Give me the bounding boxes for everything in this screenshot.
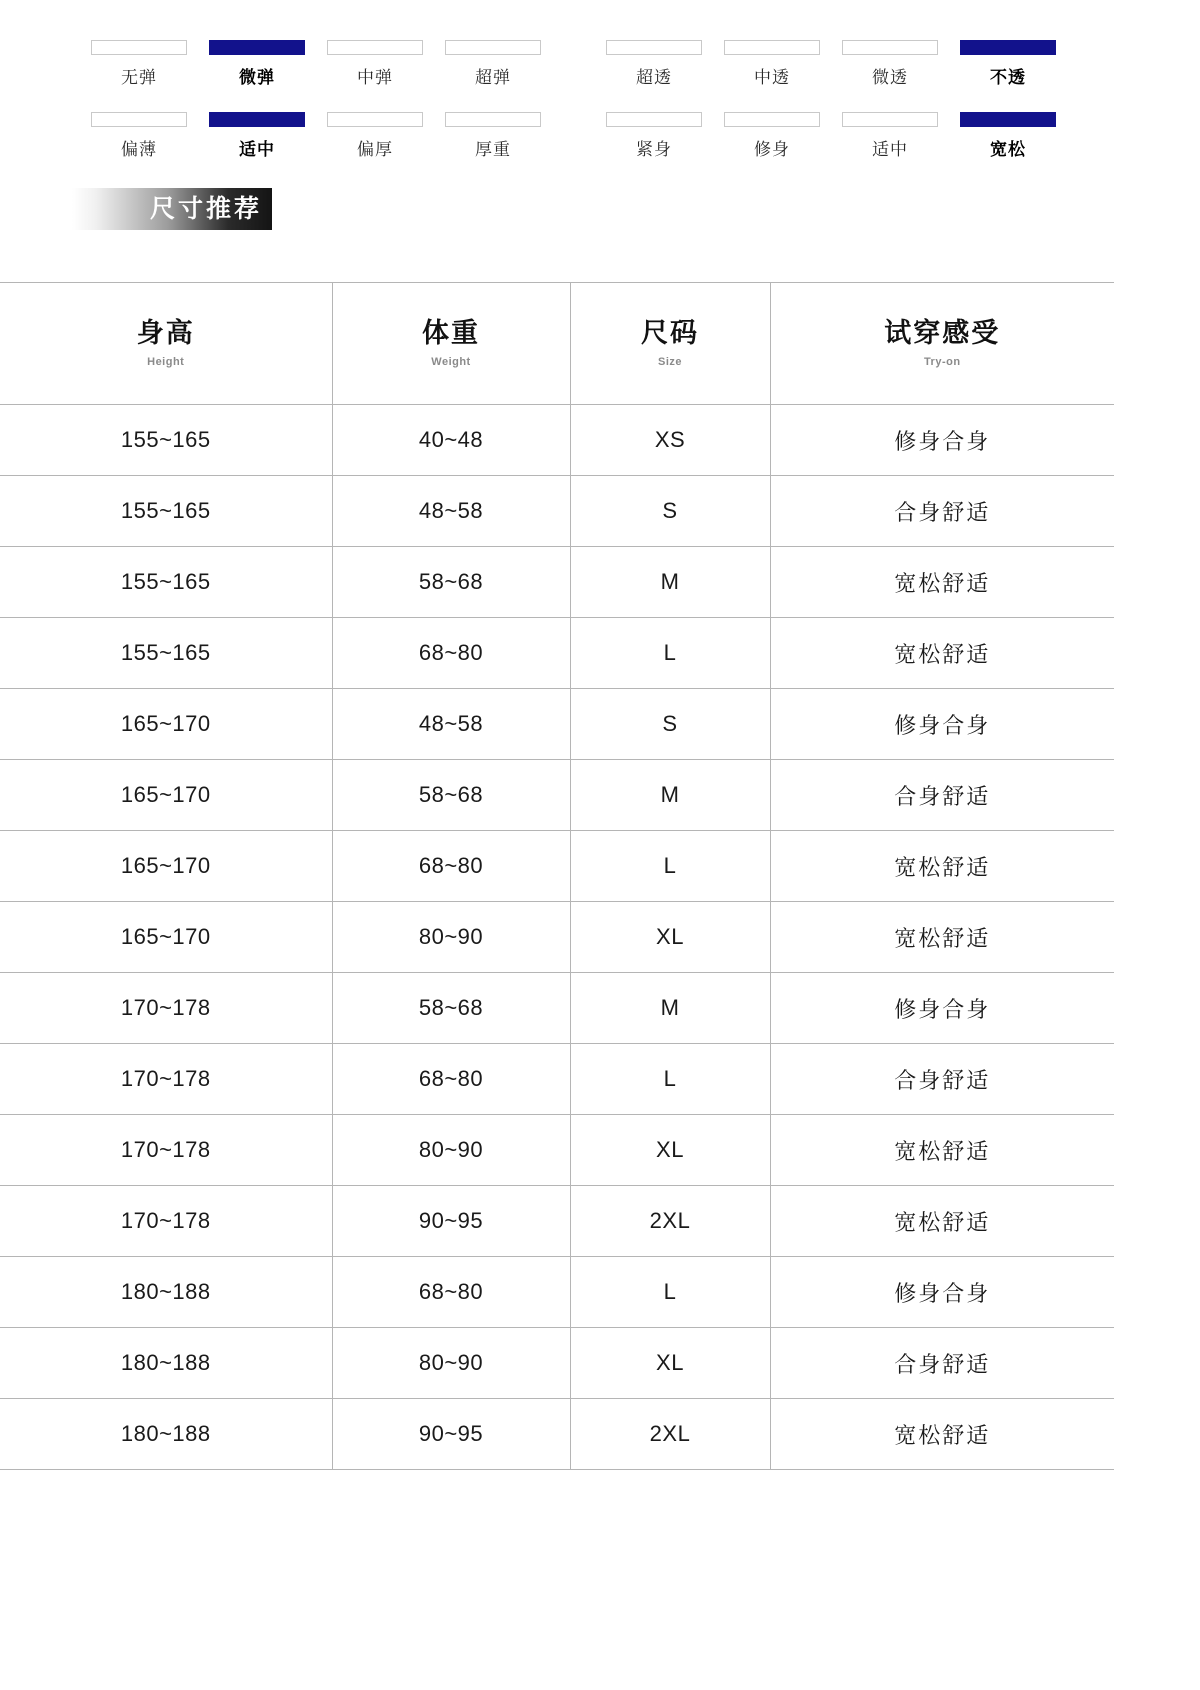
attribute-bar-icon <box>960 112 1056 127</box>
cell-height: 155~165 <box>0 618 332 689</box>
column-header-tryon <box>770 283 1114 405</box>
cell-feel: 合身舒适 <box>770 1328 1114 1399</box>
attribute-bar-icon <box>445 40 541 55</box>
table-row <box>0 618 1114 689</box>
attribute-label: 紧身 <box>636 140 672 159</box>
cell-size: M <box>570 547 770 618</box>
cell-height: 165~170 <box>0 689 332 760</box>
cell-height: 155~165 <box>0 405 332 476</box>
attribute-group-elasticity <box>80 40 580 86</box>
table-row <box>0 1115 1114 1186</box>
cell-feel: 宽松舒适 <box>770 1399 1114 1470</box>
table-row <box>0 1257 1114 1328</box>
attribute-option-thickness-2 <box>316 112 434 158</box>
attribute-bar-icon <box>842 112 938 127</box>
attribute-bar-icon <box>209 112 305 127</box>
attribute-label: 超透 <box>636 68 672 87</box>
attribute-bar-icon <box>724 112 820 127</box>
attribute-option-transparency-2 <box>831 40 949 86</box>
attribute-group-fit <box>595 112 1095 158</box>
table-row <box>0 405 1114 476</box>
column-header-cn: 试穿感受 <box>884 317 1001 348</box>
cell-weight: 90~95 <box>332 1186 570 1257</box>
table-header-row <box>0 283 1114 405</box>
cell-feel: 宽松舒适 <box>770 831 1114 902</box>
cell-size: L <box>570 618 770 689</box>
attribute-option-thickness-3 <box>434 112 552 158</box>
cell-weight: 80~90 <box>332 1115 570 1186</box>
table-row <box>0 476 1114 547</box>
attribute-bar-icon <box>91 40 187 55</box>
cell-feel: 宽松舒适 <box>770 618 1114 689</box>
cell-height: 180~188 <box>0 1328 332 1399</box>
column-header-cn: 体重 <box>422 317 480 348</box>
attribute-option-transparency-0 <box>595 40 713 86</box>
attribute-option-fit-3 <box>949 112 1067 158</box>
attribute-option-thickness-0 <box>80 112 198 158</box>
cell-size: S <box>570 689 770 760</box>
cell-height: 180~188 <box>0 1257 332 1328</box>
column-header-weight <box>332 283 570 405</box>
attribute-label: 中透 <box>754 68 790 87</box>
cell-feel: 宽松舒适 <box>770 547 1114 618</box>
attribute-option-transparency-3 <box>949 40 1067 86</box>
attribute-bar-icon <box>445 112 541 127</box>
attribute-bar-icon <box>960 40 1056 55</box>
size-table-container <box>0 282 1200 1470</box>
attribute-label: 微弹 <box>239 68 275 87</box>
attribute-label: 无弹 <box>121 68 157 87</box>
cell-size: S <box>570 476 770 547</box>
cell-weight: 40~48 <box>332 405 570 476</box>
cell-height: 170~178 <box>0 1186 332 1257</box>
attribute-option-thickness-1 <box>198 112 316 158</box>
cell-size: 2XL <box>570 1399 770 1470</box>
attribute-label: 偏厚 <box>357 140 393 159</box>
cell-height: 170~178 <box>0 1044 332 1115</box>
column-header-en: Weight <box>431 356 471 369</box>
cell-size: XL <box>570 902 770 973</box>
attribute-option-elasticity-3 <box>434 40 552 86</box>
cell-weight: 90~95 <box>332 1399 570 1470</box>
column-header-en: Size <box>657 356 682 369</box>
attribute-bar-icon <box>724 40 820 55</box>
attribute-label: 微透 <box>872 68 908 87</box>
cell-feel: 合身舒适 <box>770 476 1114 547</box>
cell-weight: 80~90 <box>332 902 570 973</box>
attribute-bar-icon <box>327 40 423 55</box>
cell-feel: 合身舒适 <box>770 760 1114 831</box>
cell-height: 165~170 <box>0 760 332 831</box>
cell-height: 180~188 <box>0 1399 332 1470</box>
attribute-group-thickness <box>80 112 580 158</box>
table-row <box>0 1044 1114 1115</box>
cell-height: 155~165 <box>0 547 332 618</box>
attribute-label: 厚重 <box>475 140 511 159</box>
cell-weight: 48~58 <box>332 689 570 760</box>
attribute-bar-icon <box>91 112 187 127</box>
attribute-indicators <box>0 0 1200 158</box>
table-row <box>0 973 1114 1044</box>
cell-height: 155~165 <box>0 476 332 547</box>
column-header-en: Height <box>147 356 185 369</box>
cell-height: 165~170 <box>0 831 332 902</box>
column-header-height <box>0 283 332 405</box>
table-row <box>0 902 1114 973</box>
cell-feel: 宽松舒适 <box>770 902 1114 973</box>
cell-weight: 80~90 <box>332 1328 570 1399</box>
column-header-cn: 身高 <box>136 317 195 348</box>
cell-height: 165~170 <box>0 902 332 973</box>
cell-size: 2XL <box>570 1186 770 1257</box>
cell-weight: 58~68 <box>332 973 570 1044</box>
attribute-label: 修身 <box>754 140 790 159</box>
attribute-bar-icon <box>327 112 423 127</box>
table-row <box>0 547 1114 618</box>
attribute-option-elasticity-1 <box>198 40 316 86</box>
cell-size: XL <box>570 1115 770 1186</box>
cell-weight: 68~80 <box>332 1044 570 1115</box>
table-row <box>0 831 1114 902</box>
table-row <box>0 1399 1114 1470</box>
table-row <box>0 1186 1114 1257</box>
cell-feel: 修身合身 <box>770 973 1114 1044</box>
cell-feel: 宽松舒适 <box>770 1115 1114 1186</box>
attribute-option-elasticity-2 <box>316 40 434 86</box>
cell-height: 170~178 <box>0 973 332 1044</box>
cell-size: L <box>570 1044 770 1115</box>
cell-height: 170~178 <box>0 1115 332 1186</box>
cell-size: L <box>570 831 770 902</box>
attribute-label: 宽松 <box>990 140 1026 159</box>
cell-weight: 68~80 <box>332 618 570 689</box>
cell-size: XL <box>570 1328 770 1399</box>
cell-feel: 修身合身 <box>770 405 1114 476</box>
cell-feel: 合身舒适 <box>770 1044 1114 1115</box>
size-recommendation-table <box>0 282 1114 1470</box>
column-header-size <box>570 283 770 405</box>
attribute-bar-icon <box>606 40 702 55</box>
attribute-label: 中弹 <box>357 68 393 87</box>
column-header-cn: 尺码 <box>641 317 699 348</box>
attribute-label: 适中 <box>872 140 908 159</box>
cell-feel: 修身合身 <box>770 689 1114 760</box>
cell-size: M <box>570 973 770 1044</box>
section-title-banner <box>72 188 272 230</box>
cell-weight: 68~80 <box>332 831 570 902</box>
attribute-bar-icon <box>209 40 305 55</box>
table-row <box>0 689 1114 760</box>
attribute-option-transparency-1 <box>713 40 831 86</box>
cell-size: L <box>570 1257 770 1328</box>
cell-weight: 58~68 <box>332 760 570 831</box>
cell-weight: 48~58 <box>332 476 570 547</box>
cell-feel: 修身合身 <box>770 1257 1114 1328</box>
cell-size: M <box>570 760 770 831</box>
cell-feel: 宽松舒适 <box>770 1186 1114 1257</box>
attribute-option-elasticity-0 <box>80 40 198 86</box>
cell-size: XS <box>570 405 770 476</box>
attribute-row-1 <box>80 40 1120 86</box>
attribute-option-fit-2 <box>831 112 949 158</box>
section-title-text: 尺寸推荐 <box>149 194 262 223</box>
attribute-row-2 <box>80 112 1120 158</box>
attribute-label: 超弹 <box>475 68 511 87</box>
cell-weight: 58~68 <box>332 547 570 618</box>
table-row <box>0 1328 1114 1399</box>
attribute-bar-icon <box>842 40 938 55</box>
attribute-label: 适中 <box>239 140 275 159</box>
attribute-label: 不透 <box>990 68 1026 87</box>
attribute-label: 偏薄 <box>121 140 157 159</box>
attribute-option-fit-1 <box>713 112 831 158</box>
cell-weight: 68~80 <box>332 1257 570 1328</box>
attribute-group-transparency <box>595 40 1095 86</box>
table-row <box>0 760 1114 831</box>
attribute-bar-icon <box>606 112 702 127</box>
column-header-en: Try-on <box>923 356 961 369</box>
attribute-option-fit-0 <box>595 112 713 158</box>
